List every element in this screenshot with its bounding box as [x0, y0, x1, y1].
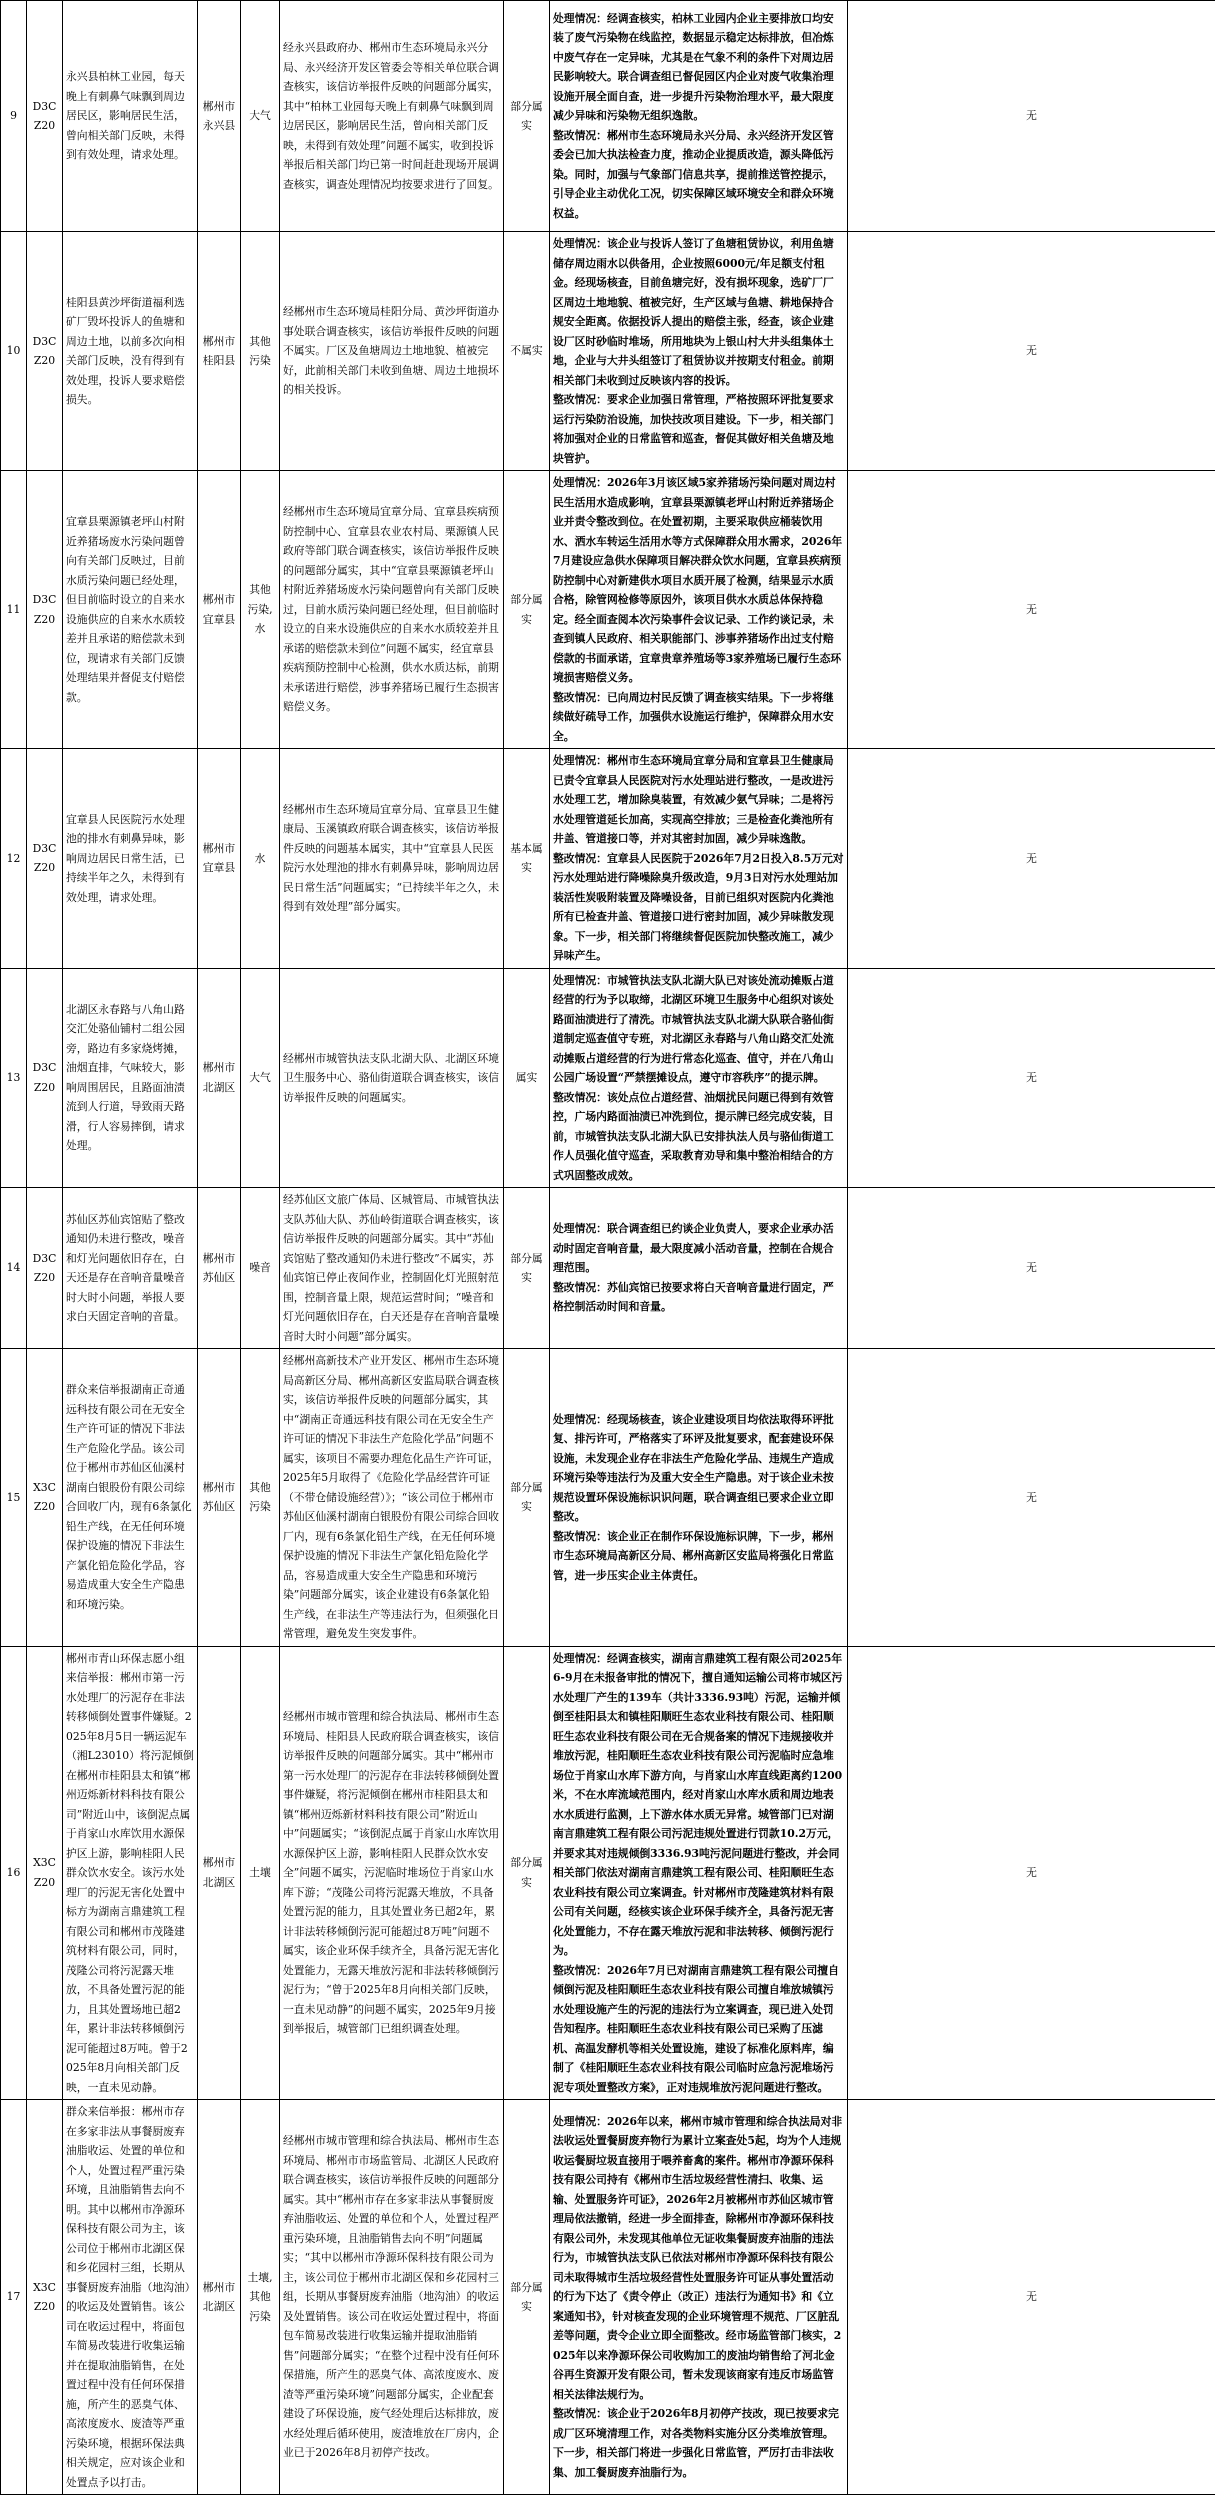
- pollution-type-cell: 大气: [241, 968, 280, 1188]
- pollution-type-cell: 噪音: [241, 1188, 280, 1349]
- complaint-content-cell: 北湖区永春路与八角山路交汇处骆仙铺村二组公园旁，路边有多家烧烤摊，油烟直排，气味较大，影响周围居民，且路面油渍流到人行道，导致雨天路滑，行人容易摔倒，请求处理。: [63, 968, 198, 1188]
- accountability-cell: 无: [848, 1349, 1215, 1647]
- accountability-cell: 无: [848, 232, 1215, 471]
- administrative-area-cell: 郴州市 宜章县: [198, 471, 241, 749]
- case-code-cell: D3CZ20: [27, 471, 63, 749]
- table-body: [1, 1, 1215, 2495]
- investigation-result-cell: 经苏仙区文旅广体局、区城管局、市城管执法支队苏仙大队、苏仙岭街道联合调查核实，该信访举报件反映的问题部分属实。其中“苏仙宾馆贴了整改通知仍未进行整改”不属实，苏仙宾馆已停止夜间作业，控制固化灯光照射范围，控制音量上限，规范运营时间；“噪音和灯光问题依旧存在，白天还是存在音响音量噪音时大时小问题”部分属实。: [280, 1188, 504, 1349]
- row-number-cell: 16: [1, 1646, 27, 2100]
- case-code-cell: X3CZ20: [27, 1646, 63, 2100]
- accountability-cell: 无: [848, 471, 1215, 749]
- administrative-area-cell: 郴州市 宜章县: [198, 749, 241, 969]
- administrative-area-cell: 郴州市 北湖区: [198, 968, 241, 1188]
- pollution-type-cell: 土壤: [241, 1646, 280, 2100]
- table-row: [1, 749, 1215, 969]
- table-row: [1, 1188, 1215, 1349]
- case-code-cell: D3CZ20: [27, 968, 63, 1188]
- complaint-content-cell: 群众来信举报：郴州市存在多家非法从事餐厨废弃油脂收运、处置的单位和个人，处置过程严重污染环境，且油脂销售去向不明。其中以郴州市净源环保科技有限公司为主，该公司位于郴州市北湖区保和乡花园村三组，长期从事餐厨废弃油脂（地沟油）的收运及处置销售。该公司在收运过程中，将面包车简易改装进行收集运输并在提取油脂销售，在处置过程中没有任何环保措施，所产生的恶臭气体、高浓度废水、废渣等严重污染环境，根据环保法典相关规定，应对该企业和处置点予以打击。: [63, 2100, 198, 2495]
- investigation-result-cell: 经郴州市生态环境局桂阳分局、黄沙坪街道办事处联合调查核实，该信访举报件反映的问题不属实。厂区及鱼塘周边土地地貌、植被完好，此前相关部门未收到鱼塘、周边土地损坏的相关投诉。: [280, 232, 504, 471]
- complaint-content-cell: 苏仙区苏仙宾馆贴了整改通知仍未进行整改，噪音和灯光问题依旧存在，白天还是存在音响音量噪音时大时小问题，举报人要求白天固定音响的音量。: [63, 1188, 198, 1349]
- row-number-cell: 15: [1, 1349, 27, 1647]
- table-row: [1, 232, 1215, 471]
- table-row: [1, 1349, 1215, 1647]
- accountability-cell: 无: [848, 968, 1215, 1188]
- handling-result-cell: 处理情况：2026年以来，郴州市城市管理和综合执法局对非法收运处置餐厨废弃物行为累计立案查处5起，均为个人违规收运餐厨垃圾直接用于喂养畜禽的案件。郴州市净源环保科技有限公司持有《郴州市生活垃圾经营性清扫、收集、运输、处置服务许可证》，2026年2月被郴州市苏仙区城市管理局依法撤销，经进一步全面排查，除郴州市净源环保科技有限公司外，未发现其他单位无证收集餐厨废弃油脂的违法行为，市城管执法支队已依法对郴州市净源环保科技有限公司未取得城市生活垃圾经营性处置服务许可证从事处置活动的行为下达了《责令停止（改正）违法行为通知书》和《立案通知书》，针对核查发现的企业环境管理不规范、厂区脏乱差等问题，责令企业立即全面整改。经市场监管部门核实，2025年以来净源环保公司收购加工的废油均销售给了河北金谷再生资源开发有限公司，暂未发现该商家有违反市场监管相关法律法规行为。 整改情况：该企业于2026年8月初停产技改，现已按要求完成厂区环境清理工作，对各类物料实施分区分类堆放管理。下一步，相关部门将进一步强化日常监管，严厉打击非法收集、加工餐厨废弃油脂行为。: [550, 2100, 848, 2495]
- accountability-cell: 无: [848, 749, 1215, 969]
- investigation-result-cell: 经郴州高新技术产业开发区、郴州市生态环境局高新区分局、郴州高新区安监局联合调查核实，该信访举报件反映的问题部分属实，其中“湖南正奇通远科技有限公司在无安全生产许可证的情况下非法生产危险化学品”问题不属实，该项目不需要办理危化品生产许可证，2025年5月取得了《危险化学品经营许可证（不带仓储设施经营）》；“该公司位于郴州市苏仙区仙溪村湖南白银股份有限公司综合回收厂内，现有6条氯化铅生产线，在无任何环境保护设施的情况下非法生产氯化铅危险化学品，容易造成重大安全生产隐患和环境污染”问题部分属实，该企业建设有6条氯化铅生产线，在非法生产等违法行为，但须强化日常管理，避免发生突发事件。: [280, 1349, 504, 1647]
- row-number-cell: 10: [1, 232, 27, 471]
- handling-result-cell: 处理情况：2026年3月该区域5家养猪场污染问题对周边村民生活用水造成影响，宜章县栗源镇老坪山村附近养猪场企业并责令整改到位。在处置初期，主要采取供应桶装饮用水、洒水车转运生活用水等方式保障群众用水需求，2026年7月建设应急供水保障项目解决群众饮水问题，宜章县疾病预防控制中心对新建供水项目水质开展了检测，结果显示水质合格，除管网检修等原因外，该项目供水水质总体保持稳定。经全面查阅本次污染事件会议记录、工作约谈记录，未查到镇人民政府、相关职能部门、涉事养猪场作出过支付赔偿款的书面承诺，宜章贵章养殖场等3家养殖场已履行生态环境损害赔偿义务。 整改情况：已向周边村民反馈了调查核实结果。下一步将继续做好疏导工作，加强供水设施运行维护，保障群众用水安全。: [550, 471, 848, 749]
- verdict-cell: 不属实: [504, 232, 550, 471]
- row-number-cell: 9: [1, 1, 27, 232]
- verdict-cell: 部分属实: [504, 1188, 550, 1349]
- administrative-area-cell: 郴州市 北湖区: [198, 1646, 241, 2100]
- administrative-area-cell: 郴州市 北湖区: [198, 2100, 241, 2495]
- handling-result-cell: 处理情况：经调查核实，湖南言鼎建筑工程有限公司2025年6-9月在未报备审批的情况下，擅自通知运输公司将市城区污水处理厂产生的139车（共计3336.93吨）污泥，运输并倾倒至桂阳县太和镇桂阳顺旺生态农业科技有限公司、桂阳顺旺生态农业科技有限公司在无合规备案的情况下违规接收并堆放污泥，桂阳顺旺生态农业科技有限公司污泥临时应急堆场位于肖家山水库下游方向，与肖家山水库直线距离约1200米，不在水库流域范围内，经对肖家山水库水质和周边地表水水质进行监测，上下游水体水质无异常。城管部门已对湖南言鼎建筑工程有限公司污泥违规处置进行罚款10.2万元，并要求其对违规倾倒3336.93吨污泥问题进行整改，并会同相关部门依法对湖南言鼎建筑工程有限公司、桂阳顺旺生态农业科技有限公司立案调查。针对郴州市茂隆建筑材料有限公司有关问题，经核实该企业环保手续齐全，具备污泥无害化处置能力，不存在露天堆放污泥和非法转移、倾倒污泥行为。 整改情况：2026年7月已对湖南言鼎建筑工程有限公司擅自倾倒污泥及桂阳顺旺生态农业科技有限公司擅自堆放城镇污水处理设施产生的污泥的违法行为立案调查，现已进入处罚告知程序。桂阳顺旺生态农业科技有限公司已采购了压滤机、高温发酵机等相关处置设施，建设了标准化原料库，编制了《桂阳顺旺生态农业科技有限公司临时应急污泥堆场污泥专项处置整改方案》，正对违规堆放污泥问题进行整改。: [550, 1646, 848, 2100]
- pollution-type-cell: 大气: [241, 1, 280, 232]
- case-code-cell: D3CZ20: [27, 749, 63, 969]
- complaint-content-cell: 郴州市青山环保志愿小组来信举报：郴州市第一污水处理厂的污泥存在非法转移倾倒处置事件嫌疑。2025年8月5日一辆运泥车（湘L23010）将污泥倾倒在郴州市桂阳县太和镇“郴州迈烁新材料科技有限公司”附近山中，该倒泥点属于肖家山水库饮用水源保护区上游，影响桂阳人民群众饮水安全。该污水处理厂的污泥无害化处置中标方为湖南言鼎建筑工程有限公司和郴州市茂隆建筑材料有限公司，同时，茂隆公司将污泥露天堆放，不具备处置污泥的能力，且其处置场地已超2年，累计非法转移倾倒污泥可能超过8万吨。曾于2025年8月向相关部门反映，一直未见动静。: [63, 1646, 198, 2100]
- complaint-content-cell: 宜章县人民医院污水处理池的排水有刺鼻异味，影响周边居民日常生活，已持续半年之久，未得到有效处理，请求处理。: [63, 749, 198, 969]
- administrative-area-cell: 郴州市 桂阳县: [198, 232, 241, 471]
- handling-result-cell: 处理情况：郴州市生态环境局宜章分局和宜章县卫生健康局已责令宜章县人民医院对污水处理站进行整改，一是改进污水处理工艺，增加除臭装置，有效减少氨气异味；二是将污水处理管道延长加高，实现高空排放；三是检查化粪池所有井盖、管道接口等，并对其密封加固，减少异味逸散。 整改情况：宜章县人民医院于2026年7月2日投入8.5万元对污水处理站进行降噪除臭升级改造，9月3日对污水处理站加装活性炭吸附装置及降噪设备，目前已组织对医院内化粪池所有已检查井盖、管道接口进行密封加固，减少异味散发现象。下一步，相关部门将继续督促医院加快整改施工，减少异味产生。: [550, 749, 848, 969]
- administrative-area-cell: 郴州市 永兴县: [198, 1, 241, 232]
- case-code-cell: D3CZ20: [27, 1, 63, 232]
- investigation-result-cell: 经郴州市生态环境局宜章分局、宜章县卫生健康局、玉溪镇政府联合调查核实，该信访举报件反映的问题基本属实，其中“宜章县人民医院污水处理池的排水有刺鼻异味，影响周边居民日常生活”问题属实；“已持续半年之久，未得到有效处理”部分属实。: [280, 749, 504, 969]
- handling-result-cell: 处理情况：经调查核实，柏林工业园内企业主要排放口均安装了废气污染物在线监控，数据显示稳定达标排放，但冶炼中废气存在一定异味，尤其是在气象不利的条件下对周边居民影响较大。联合调查组已督促园区内企业对废气收集治理设施开展全面自查，进一步提升污染物治理水平，最大限度减少异味和污染物无组织逸散。 整改情况：郴州市生态环境局永兴分局、永兴经济开发区管委会已加大执法检查力度，推动企业提质改造，源头降低污染。同时，加强与气象部门信息共享，提前推送管控提示，引导企业主动优化工况，切实保障区域环境安全和群众环境权益。: [550, 1, 848, 232]
- pollution-type-cell: 其他污染,水: [241, 471, 280, 749]
- handling-result-cell: 处理情况：联合调查组已约谈企业负责人，要求企业承办活动时固定音响音量，最大限度减小活动音量，控制在合规合理范围。 整改情况：苏仙宾馆已按要求将白天音响音量进行固定，严格控制活动时间和音量。: [550, 1188, 848, 1349]
- verdict-cell: 基本属实: [504, 749, 550, 969]
- handling-result-cell: 处理情况：经现场核查，该企业建设项目均依法取得环评批复、排污许可，严格落实了环评及批复要求，配套建设环保设施，未发现企业存在非法生产危险化学品、违规生产造成环境污染等违法行为及重大安全生产隐患。对于该企业未按规范设置环保设施标识识问题，联合调查组已要求企业立即整改。 整改情况：该企业正在制作环保设施标识牌，下一步，郴州市生态环境局高新区分局、郴州高新区安监局将强化日常监管，进一步压实企业主体责任。: [550, 1349, 848, 1647]
- accountability-cell: 无: [848, 1, 1215, 232]
- complaint-content-cell: 永兴县柏林工业园，每天晚上有刺鼻气味飘到周边居民区，影响居民生活，曾向相关部门反映，未得到有效处理，请求处理。: [63, 1, 198, 232]
- verdict-cell: 属实: [504, 968, 550, 1188]
- table-row: [1, 471, 1215, 749]
- case-code-cell: X3CZ20: [27, 1349, 63, 1647]
- row-number-cell: 17: [1, 2100, 27, 2495]
- verdict-cell: 部分属实: [504, 2100, 550, 2495]
- administrative-area-cell: 郴州市 苏仙区: [198, 1188, 241, 1349]
- row-number-cell: 11: [1, 471, 27, 749]
- accountability-cell: 无: [848, 1188, 1215, 1349]
- accountability-cell: 无: [848, 2100, 1215, 2495]
- table-row: [1, 1, 1215, 232]
- pollution-type-cell: 水: [241, 749, 280, 969]
- pollution-type-cell: 其他污染: [241, 1349, 280, 1647]
- investigation-result-cell: 经郴州市城管执法支队北湖大队、北湖区环境卫生服务中心、骆仙街道联合调查核实，该信访举报件反映的问题属实。: [280, 968, 504, 1188]
- table-row: [1, 968, 1215, 1188]
- handling-result-cell: 处理情况：该企业与投诉人签订了鱼塘租赁协议，利用鱼塘储存周边雨水以供备用，企业按照6000元/年足额支付租金。经现场核查，目前鱼塘完好，没有损坏现象，选矿厂厂区周边土地地貌、植被完好，生产区域与鱼塘、耕地保持合规安全距离。依据投诉人提出的赔偿主张，经查，该企业建设厂区时砂临时堆场，所用地块为上银山村大井头组集体土地，企业与大井头组签订了租赁协议并按期支付租金。前期相关部门未收到过反映该内容的投诉。 整改情况：要求企业加强日常管理，严格按照环评批复要求运行污染防治设施，加快技改项目建设。下一步，相关部门将加强对企业的日常监管和巡查，督促其做好相关鱼塘及地块管护。: [550, 232, 848, 471]
- handling-result-cell: 处理情况：市城管执法支队北湖大队已对该处流动摊贩占道经营的行为予以取缔，北湖区环境卫生服务中心组织对该处路面油渍进行了清洗。市城管执法支队北湖大队联合骆仙街道制定巡查值守专班，对北湖区永春路与八角山路交汇处流动摊贩占道经营的行为进行常态化巡查、值守，并在八角山公园广场设置“严禁摆摊设点，遵守市容秩序”的提示牌。 整改情况：该处点位占道经营、油烟扰民问题已得到有效管控，广场内路面油渍已冲洗到位，提示牌已经完成安装，目前，市城管执法支队北湖大队已安排执法人员与骆仙街道工作人员强化值守巡查，采取教育劝导和集中整治相结合的方式巩固整改成效。: [550, 968, 848, 1188]
- verdict-cell: 部分属实: [504, 1646, 550, 2100]
- complaint-content-cell: 桂阳县黄沙坪街道福利选矿厂毁坏投诉人的鱼塘和周边土地，以前多次向相关部门反映，没有得到有效处理，投诉人要求赔偿损失。: [63, 232, 198, 471]
- investigation-result-cell: 经郴州市城市管理和综合执法局、郴州市生态环境局、郴州市市场监管局、北湖区人民政府联合调查核实，该信访举报件反映的问题部分属实。其中“郴州市存在多家非法从事餐厨废弃油脂收运、处置的单位和个人，处置过程严重污染环境，且油脂销售去向不明”问题属实；“其中以郴州市净源环保科技有限公司为主，该公司位于郴州市北湖区保和乡花园村三组，长期从事餐厨废弃油脂（地沟油）的收运及处置销售。该公司在收运处置过程中，将面包车简易改装进行收集运输并提取油脂销售”问题部分属实；“在整个过程中没有任何环保措施，所产生的恶臭气体、高浓度废水、废渣等严重污染环境”问题部分属实，企业配套建设了环保设施，废气经处理后达标排放，废水经处理后循环使用，废渣堆放在厂房内，企业已于2026年8月初停产技改。: [280, 2100, 504, 2495]
- pollution-type-cell: 其他污染: [241, 232, 280, 471]
- accountability-cell: 无: [848, 1646, 1215, 2100]
- investigation-result-cell: 经郴州市生态环境局宜章分局、宜章县疾病预防控制中心、宜章县农业农村局、栗源镇人民政府等部门联合调查核实，该信访举报件反映的问题部分属实，其中“宜章县栗源镇老坪山村附近养猪场废水污染问题曾向有关部门反映过，目前水质污染问题已经处理，但目前临时设立的自来水设施供应的自来水水质较差并且承诺的赔偿款未到位”问题不属实，经宜章县疾病预防控制中心检测，供水水质达标，前期未承诺进行赔偿，涉事养猪场已履行生态损害赔偿义务。: [280, 471, 504, 749]
- complaint-content-cell: 宜章县栗源镇老坪山村附近养猪场废水污染问题曾向有关部门反映过，目前水质污染问题已经处理，但目前临时设立的自来水设施供应的自来水水质较差并且承诺的赔偿款未到位，现请求有关部门反馈处理结果并督促支付赔偿款。: [63, 471, 198, 749]
- case-code-cell: X3CZ20: [27, 2100, 63, 2495]
- case-code-cell: D3CZ20: [27, 1188, 63, 1349]
- table-row: [1, 1646, 1215, 2100]
- verdict-cell: 部分属实: [504, 1, 550, 232]
- verdict-cell: 部分属实: [504, 471, 550, 749]
- investigation-result-cell: 经郴州市城市管理和综合执法局、郴州市生态环境局、桂阳县人民政府联合调查核实，该信访举报件反映的问题部分属实。其中“郴州市第一污水处理厂的污泥存在非法转移倾倒处置事件嫌疑，将污泥倾倒在郴州市桂阳县太和镇“郴州迈烁新材料科技有限公司”附近山中”问题属实；“该倒泥点属于肖家山水库饮用水源保护区上游，影响桂阳人民群众饮水安全”问题不属实，污泥临时堆场位于肖家山水库下游；“茂隆公司将污泥露天堆放，不具备处置污泥的能力，且其处置业务已超2年，累计非法转移倾倒污泥可能超过8万吨”问题不属实，该企业环保手续齐全，具备污泥无害化处置能力，无露天堆放污泥和非法转移倾倒污泥行为；“曾于2025年8月向相关部门反映，一直未见动静”的问题不属实，2025年9月接到举报后，城管部门已组织调查处理。: [280, 1646, 504, 2100]
- investigation-result-cell: 经永兴县政府办、郴州市生态环境局永兴分局、永兴经济开发区管委会等相关单位联合调查核实，该信访举报件反映的问题部分属实，其中“柏林工业园每天晚上有刺鼻气味飘到周边居民区，影响居民生活，曾向相关部门反映，未得到有效处理”问题不属实，收到投诉举报后相关部门均已第一时间赶赴现场开展调查核实，调查处理情况均按要求进行了回复。: [280, 1, 504, 232]
- row-number-cell: 12: [1, 749, 27, 969]
- complaint-content-cell: 群众来信举报湖南正奇通远科技有限公司在无安全生产许可证的情况下非法生产危险化学品。该公司位于郴州市苏仙区仙溪村湖南白银股份有限公司综合回收厂内，现有6条氯化铅生产线，在无任何环境保护设施的情况下非法生产氯化铅危险化学品，容易造成重大安全生产隐患和环境污染。: [63, 1349, 198, 1647]
- verdict-cell: 部分属实: [504, 1349, 550, 1647]
- row-number-cell: 13: [1, 968, 27, 1188]
- pollution-type-cell: 土壤,其他污染: [241, 2100, 280, 2495]
- administrative-area-cell: 郴州市 苏仙区: [198, 1349, 241, 1647]
- case-code-cell: D3CZ20: [27, 232, 63, 471]
- row-number-cell: 14: [1, 1188, 27, 1349]
- table-row: [1, 2100, 1215, 2495]
